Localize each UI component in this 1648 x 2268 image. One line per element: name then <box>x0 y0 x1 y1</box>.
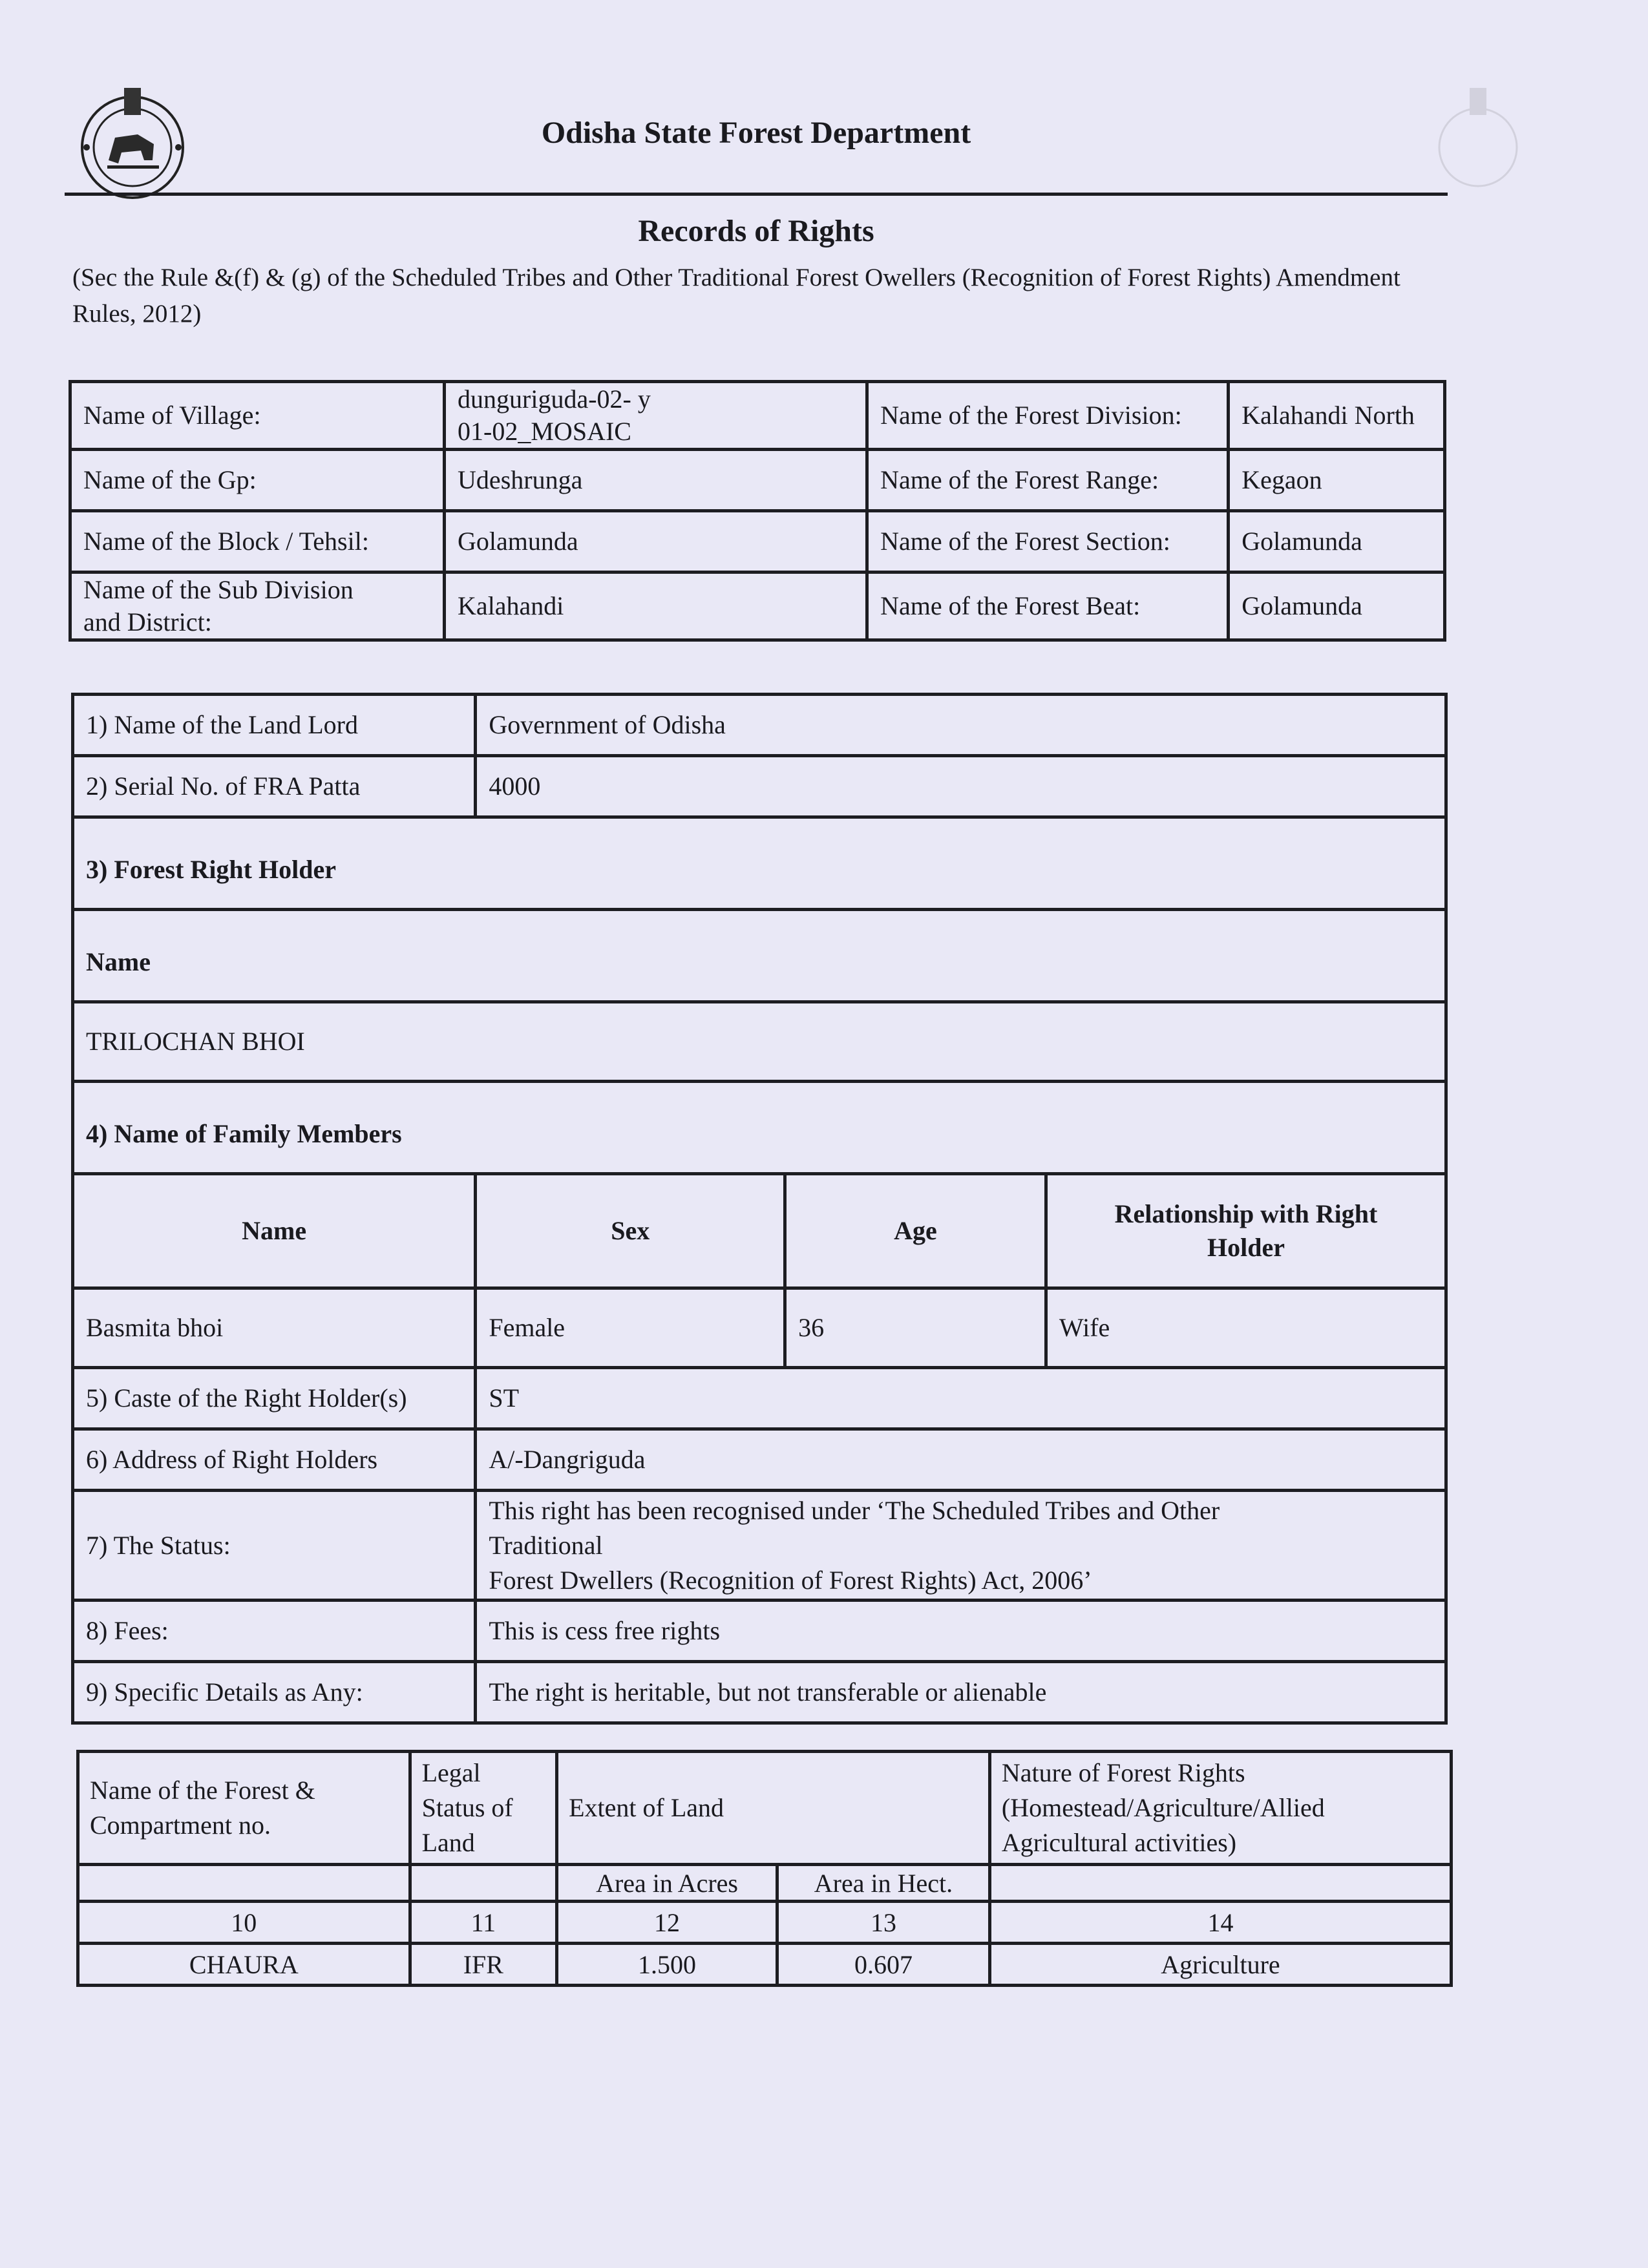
serial-label: 2) Serial No. of FRA Patta <box>73 756 476 817</box>
family-col-sex: Sex <box>476 1174 785 1288</box>
beat-value: Golamunda <box>1229 572 1445 640</box>
subdivision-label <box>70 572 445 640</box>
table-row <box>73 1082 1446 1174</box>
block-value: Golamunda <box>445 511 867 572</box>
status-line1: This right has been recognised under ‘The Scheduled Tribes and Other <box>489 1495 1220 1525</box>
table-row <box>73 1002 1446 1082</box>
address-label: 6) Address of Right Holders <box>73 1429 476 1491</box>
address-value: A/-Dangriguda <box>476 1429 1446 1491</box>
village-label: Name of Village: <box>70 382 445 450</box>
table-row <box>70 572 1445 640</box>
table-row <box>73 817 1446 910</box>
department-title: Odisha State Forest Department <box>541 116 971 150</box>
section-label: Name of the Forest Section: <box>867 511 1229 572</box>
col-number: 11 <box>410 1902 557 1944</box>
family-member-row <box>73 1288 1446 1368</box>
table-row <box>73 756 1446 817</box>
fees-label: 8) Fees: <box>73 1601 476 1662</box>
block-label: Name of the Block / Tehsil: <box>70 511 445 572</box>
family-col-name: Name <box>73 1174 476 1288</box>
table-row <box>73 1491 1446 1601</box>
table-row <box>73 695 1446 756</box>
rights-record-table <box>71 693 1448 1725</box>
area-acres: 1.500 <box>557 1944 777 1986</box>
col-extent-of-land: Extent of Land <box>557 1752 990 1865</box>
name-heading: Name <box>73 910 1446 1002</box>
area-hect: 0.607 <box>777 1944 989 1986</box>
family-header-row <box>73 1174 1446 1288</box>
col-forest-compartment: Name of the Forest & Compartment no. <box>78 1752 410 1865</box>
land-subheader-row <box>78 1865 1452 1902</box>
subdivision-value: Kalahandi <box>445 572 867 640</box>
location-table <box>69 380 1446 642</box>
gp-label: Name of the Gp: <box>70 450 445 511</box>
range-label: Name of the Forest Range: <box>867 450 1229 511</box>
caste-value: ST <box>476 1368 1446 1429</box>
holder-heading: 3) Forest Right Holder <box>73 817 1446 910</box>
empty-cell <box>989 1865 1451 1902</box>
table-row <box>73 1662 1446 1723</box>
landlord-label: 1) Name of the Land Lord <box>73 695 476 756</box>
village-value-line1: dunguriguda-02- y <box>458 384 651 414</box>
status-value <box>476 1491 1446 1601</box>
col-number: 14 <box>989 1902 1451 1944</box>
serial-value: 4000 <box>476 756 1446 817</box>
member-sex: Female <box>476 1288 785 1368</box>
status-label: 7) The Status: <box>73 1491 476 1601</box>
land-data-row <box>78 1944 1452 1986</box>
range-value: Kegaon <box>1229 450 1445 511</box>
column-number-row <box>78 1902 1452 1944</box>
header-divider <box>65 193 1448 196</box>
table-row <box>70 511 1445 572</box>
member-relationship: Wife <box>1046 1288 1446 1368</box>
col-number: 12 <box>557 1902 777 1944</box>
subdivision-label-line1: Name of the Sub Division <box>83 575 354 604</box>
family-col-relationship: Relationship with Right Holder <box>1046 1174 1446 1288</box>
member-age: 36 <box>785 1288 1046 1368</box>
col-number: 13 <box>777 1902 989 1944</box>
status-line2: Traditional <box>489 1530 603 1560</box>
col-number: 10 <box>78 1902 410 1944</box>
col-area-acres: Area in Acres <box>557 1865 777 1902</box>
beat-label: Name of the Forest Beat: <box>867 572 1229 640</box>
member-name: Basmita bhoi <box>73 1288 476 1368</box>
village-value <box>445 382 867 450</box>
col-area-hect: Area in Hect. <box>777 1865 989 1902</box>
land-header-row <box>78 1752 1452 1865</box>
nature-of-rights: Agriculture <box>989 1944 1451 1986</box>
village-value-line2: 01-02_MOSAIC <box>458 417 631 446</box>
document-title: Records of Rights <box>638 214 874 248</box>
caste-label: 5) Caste of the Right Holder(s) <box>73 1368 476 1429</box>
family-heading: 4) Name of Family Members <box>73 1082 1446 1174</box>
col-nature-of-rights: Nature of Forest Rights (Homestead/Agriculture/Allied Agricultural activities) <box>989 1752 1451 1865</box>
details-label: 9) Specific Details as Any: <box>73 1662 476 1723</box>
family-col-age: Age <box>785 1174 1046 1288</box>
section-value: Golamunda <box>1229 511 1445 572</box>
details-value: The right is heritable, but not transferable or alienable <box>476 1662 1446 1723</box>
gp-value: Udeshrunga <box>445 450 867 511</box>
table-row <box>73 1368 1446 1429</box>
landlord-value: Government of Odisha <box>476 695 1446 756</box>
empty-cell <box>410 1865 557 1902</box>
rule-reference: (Sec the Rule &(f) & (g) of the Scheduled Tribes and Other Traditional Forest Owellers (Recognition of Forest Rights) Amendment Rules, 2012) <box>72 264 1400 328</box>
subdivision-label-line2: and District: <box>83 607 212 636</box>
division-label: Name of the Forest Division: <box>867 382 1229 450</box>
land-details-table <box>76 1750 1453 1987</box>
legal-status: IFR <box>410 1944 557 1986</box>
fees-value: This is cess free rights <box>476 1601 1446 1662</box>
forest-name: CHAURA <box>78 1944 410 1986</box>
table-row <box>70 450 1445 511</box>
table-row <box>73 1601 1446 1662</box>
table-row <box>73 910 1446 1002</box>
col-legal-status: Legal Status of Land <box>410 1752 557 1865</box>
empty-cell <box>78 1865 410 1902</box>
table-row <box>73 1429 1446 1491</box>
holder-name: TRILOCHAN BHOI <box>73 1002 1446 1082</box>
table-row <box>70 382 1445 450</box>
status-line3: Forest Dwellers (Recognition of Forest Rights) Act, 2006’ <box>489 1565 1092 1595</box>
division-value: Kalahandi North <box>1229 382 1445 450</box>
